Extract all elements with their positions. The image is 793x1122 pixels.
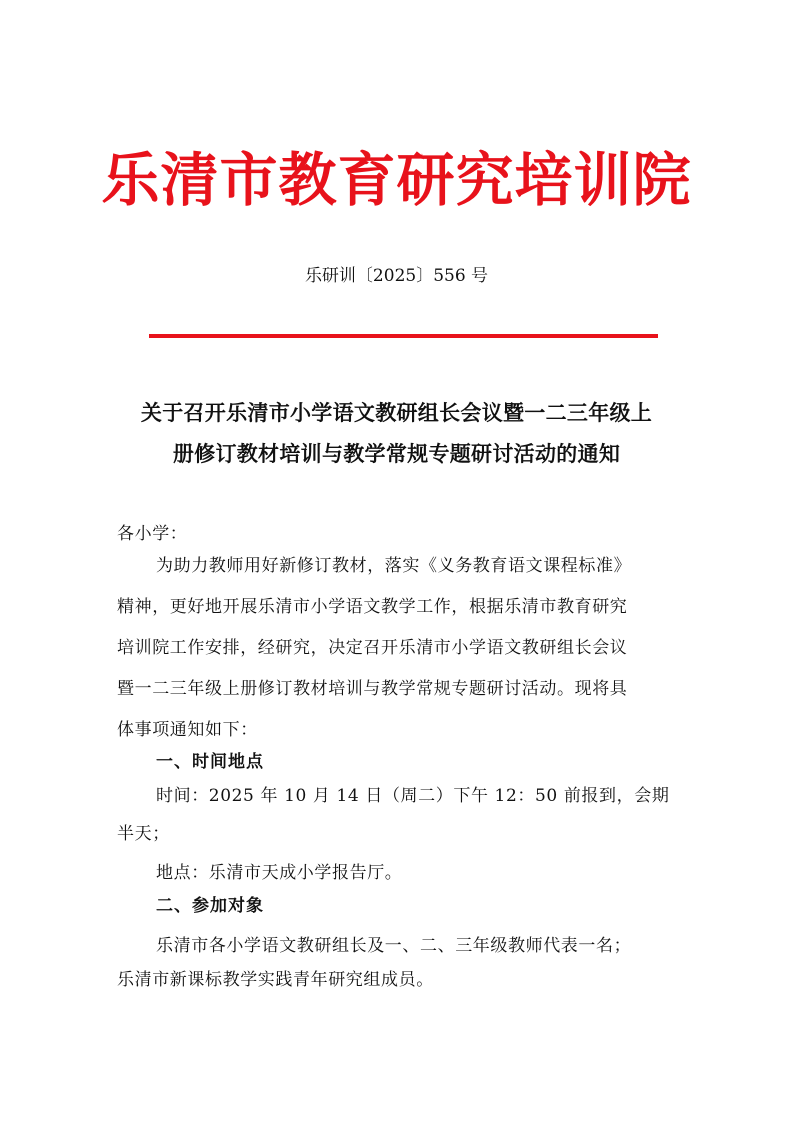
section-heading-time-place: 一、时间地点 xyxy=(156,752,264,772)
document-title-line-2: 册修订教材培训与教学常规专题研讨活动的通知 xyxy=(172,442,621,466)
place-line: 地点：乐清市天成小学报告厅。 xyxy=(156,863,403,883)
document-title-line-1: 关于召开乐清市小学语文教研组长会议暨一二三年级上 xyxy=(140,401,653,425)
participants-line-2: 乐清市新课标教学实践青年研究组成员。 xyxy=(117,970,434,990)
red-divider-line xyxy=(149,334,658,338)
intro-line-3: 培训院工作安排，经研究，决定召开乐清市小学语文教研组长会议 xyxy=(117,638,628,658)
section-heading-participants: 二、参加对象 xyxy=(156,896,264,916)
organization-header: 乐清市教育研究培训院 xyxy=(101,146,692,214)
intro-line-1: 为助力教师用好新修订教材，落实《义务教育语文课程标准》 xyxy=(156,556,632,576)
intro-line-4: 暨一二三年级上册修订教材培训与教学常规专题研讨活动。现将具 xyxy=(117,679,628,699)
time-line-2: 半天； xyxy=(117,824,170,844)
intro-line-2: 精神，更好地开展乐清市小学语文教学工作，根据乐清市教育研究 xyxy=(117,597,628,617)
salutation: 各小学： xyxy=(117,524,188,544)
intro-line-5: 体事项通知如下： xyxy=(117,720,258,740)
document-number: 乐研训〔2025〕556 号 xyxy=(304,266,489,286)
participants-line-1: 乐清市各小学语文教研组长及一、二、三年级教师代表一名； xyxy=(156,936,632,956)
time-line-1: 时间：2025 年 10 月 14 日（周二）下午 12：50 前报到，会期 xyxy=(156,786,670,806)
